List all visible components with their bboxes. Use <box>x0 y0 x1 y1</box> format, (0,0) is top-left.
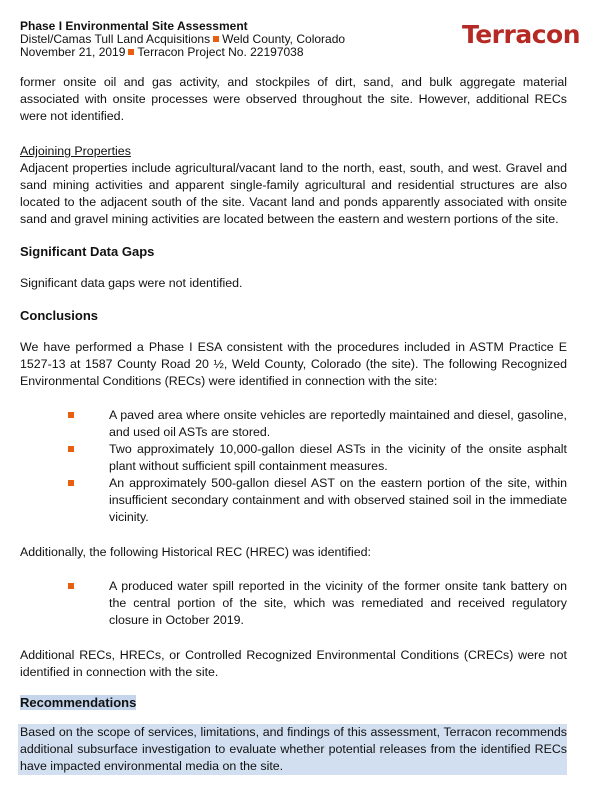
list-item <box>68 407 567 441</box>
adjoining-properties-text: Adjacent properties include agricultural/vacant land to the north, east, south, and west. Gravel and sand mining activities and apparent single-family agricultural and residential structures are also located to the adjacent south of the site. Vacant land and ponds apparently associated with onsite sand and gravel mining activities are located between the eastern and western portions of the site. <box>20 161 567 226</box>
bullet-square-icon <box>68 446 74 452</box>
list-item <box>68 475 567 526</box>
recommendations-text: Based on the scope of services, limitations, and findings of this assessment, Terracon recommends additional subsurface investigation to evaluate whether potential releases from the identified RECs have impacted environmental media on the site. <box>20 725 567 773</box>
separator-square-icon <box>213 36 219 42</box>
rec-item-text: A paved area where onsite vehicles are reportedly maintained and diesel, gasoline, and used oil ASTs are stored. <box>109 408 567 439</box>
list-item <box>68 578 567 629</box>
hrec-intro: Additionally, the following Historical REC (HREC) was identified: <box>20 545 371 559</box>
conclusions-heading: Conclusions <box>20 308 99 323</box>
separator-square-icon <box>128 49 134 55</box>
bullet-square-icon <box>68 480 74 486</box>
terracon-logo: Terracon <box>461 20 580 49</box>
adjoining-properties-heading: Adjoining Properties <box>20 144 131 158</box>
rec-item-text: An approximately 500-gallon diesel AST on the eastern portion of the site, within insufficient secondary containment and with observed stained soil in the immediate vicinity. <box>109 476 567 524</box>
page-header <box>20 20 580 66</box>
rec-item-text: Two approximately 10,000-gallon diesel ASTs in the vicinity of the onsite asphalt plant without sufficient spill containment measures. <box>109 442 567 473</box>
recommendations-heading: Recommendations <box>20 695 137 710</box>
hrec-item-text: A produced water spill reported in the vicinity of the former onsite tank battery on the central portion of the site, which was remediated and received regulatory closure in October 2019. <box>109 579 567 627</box>
project-location: Weld County, Colorado <box>222 32 346 46</box>
conclusions-closing: Additional RECs, HRECs, or Controlled Recognized Environmental Conditions (CRECs) were not identified in connection with the site. <box>20 648 567 679</box>
hrec-list <box>68 578 567 629</box>
document-title: Phase I Environmental Site Assessment <box>20 19 248 33</box>
bullet-square-icon <box>68 583 74 589</box>
project-name: Distel/Camas Tull Land Acquisitions <box>20 32 211 46</box>
data-gaps-heading: Significant Data Gaps <box>20 244 155 259</box>
document-body <box>20 74 567 775</box>
data-gaps-text: Significant data gaps were not identified. <box>20 276 243 290</box>
project-number: Terracon Project No. 22197038 <box>137 45 304 59</box>
conclusions-text: We have performed a Phase I ESA consistent with the procedures included in ASTM Practice E 1527-13 at 1587 County Road 20 ½, Weld County, Colorado (the site). The following Recognized Environmental Conditions (RECs) were identified in connection with the site: <box>20 340 567 388</box>
bullet-square-icon <box>68 412 74 418</box>
report-date: November 21, 2019 <box>20 45 126 59</box>
list-item <box>68 441 567 475</box>
intro-paragraph: former onsite oil and gas activity, and stockpiles of dirt, sand, and bulk aggregate material associated with onsite processes were observed throughout the site. However, additional RECs were not identified. <box>20 75 567 123</box>
rec-list <box>68 407 567 526</box>
